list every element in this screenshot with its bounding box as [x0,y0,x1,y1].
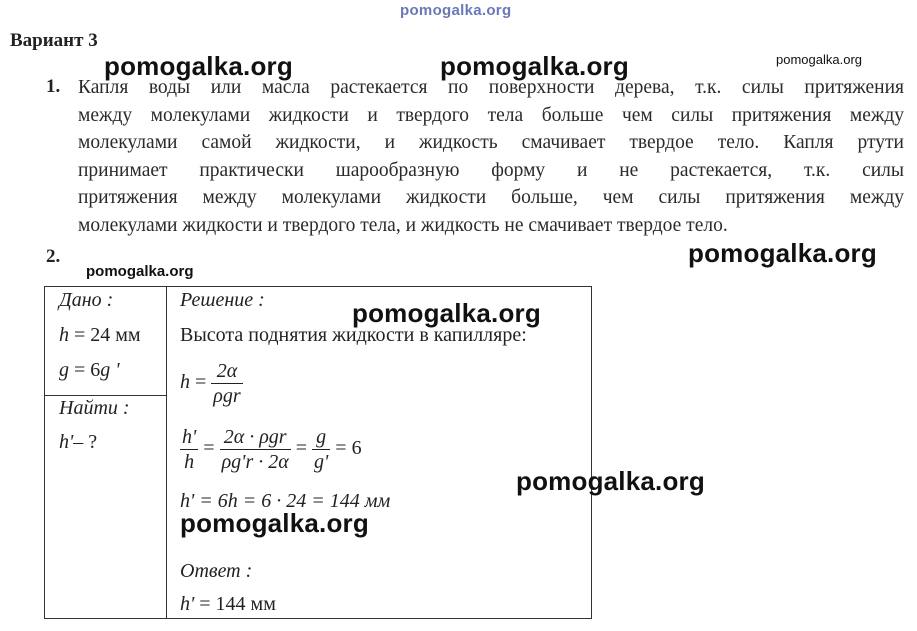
watermark-big: pomogalka.org [104,51,293,81]
given-g [59,359,120,382]
formula-2-right-denominator: g' [314,451,329,473]
formula-1-numerator: 2α [211,359,242,384]
formula-2-right-fraction [312,425,330,474]
paragraph-line: притяжения между молекулами жидкости больше, чем силы притяжения между [78,187,904,209]
given-h [59,324,141,347]
given-g-prime: g ' [100,359,120,381]
find-target-rest: – ? [73,431,98,453]
answer-value [180,593,276,616]
watermark-big: pomogalka.org [180,508,369,538]
given-g-var: g [59,359,69,381]
solution-table [44,286,592,619]
paragraph-line: между молекулами жидкости и твердого тела больше чем силы притяжения между [78,104,904,126]
watermark-top: pomogalka.org [400,2,512,19]
formula-1-denominator: ρgr [213,385,241,407]
watermark-big: pomogalka.org [516,466,705,496]
find-target-var: h' [59,431,74,453]
formula-2-right-numerator: g [312,425,330,450]
given-h-value: = 24 мм [69,324,141,346]
paragraph-line: молекулами жидкости и твердого тела, и жидкость не смачивает твердое тело. [78,214,728,236]
answer-var: h' [180,593,195,615]
paragraph-line: молекулами самой жидкости, и жидкость смачивает твердое тело. Капля ртути [78,132,904,154]
watermark-big: pomogalka.org [440,51,629,81]
formula-2-lhs-numerator: h' [182,426,197,448]
watermark-big: pomogalka.org [688,238,877,268]
paragraph-line: принимает практически шарообразную форму и не растекается, т.к. силы [78,159,904,181]
watermark-small-right: pomogalka.org [776,52,862,67]
item-1-number: 1. [46,76,61,97]
watermark-big: pomogalka.org [352,298,541,328]
find-target [59,431,97,454]
answer-label: Ответ : [180,560,253,582]
watermark-small-left: pomogalka.org [86,263,194,280]
formula-2-lhs-denominator: h [184,451,195,473]
variant-heading: Вариант 3 [10,30,98,51]
formula-result: h' = 6h = 6 · 24 = 144 мм [180,490,391,512]
item-2-number: 2. [46,246,61,267]
answer-rest: = 144 мм [194,593,276,615]
formula-2-lhs-fraction [180,425,198,474]
formula-height: h = $\frac{2\alpha}{\text{ρgr}}$ [180,360,241,407]
item-1-paragraph [78,74,904,240]
formula-2-mid-fraction [220,425,291,474]
formula-ratio: $\frac{h'}{h}$ = $\frac{\text{2α · ρgr}}{\rho g'r \cdot 2\alpha}$ = $\frac{g}{g'}$ = 6 [182,426,362,473]
formula-2-mid-numerator: 2α · ρgr [220,425,291,450]
solution-label: Решение : [180,289,265,311]
paragraph-line: Капля воды или масла растекается по поверхности дерева, т.к. силы притяжения [78,77,904,98]
formula-2-result: = 6 [335,437,362,460]
formula-2-mid-denominator: ρg'r · 2α [221,451,289,473]
given-h-var: h [59,324,69,346]
table-divider-vertical [166,287,167,618]
find-label: Найти : [59,397,130,419]
solution-intro: Высота поднятия жидкости в капилляре: [180,324,527,346]
given-g-eq: = 6 [69,359,101,381]
given-label: Дано : [59,289,114,311]
formula-1-fraction [211,359,242,408]
table-divider-horizontal [45,395,166,396]
formula-1-lhs: h [180,371,190,394]
